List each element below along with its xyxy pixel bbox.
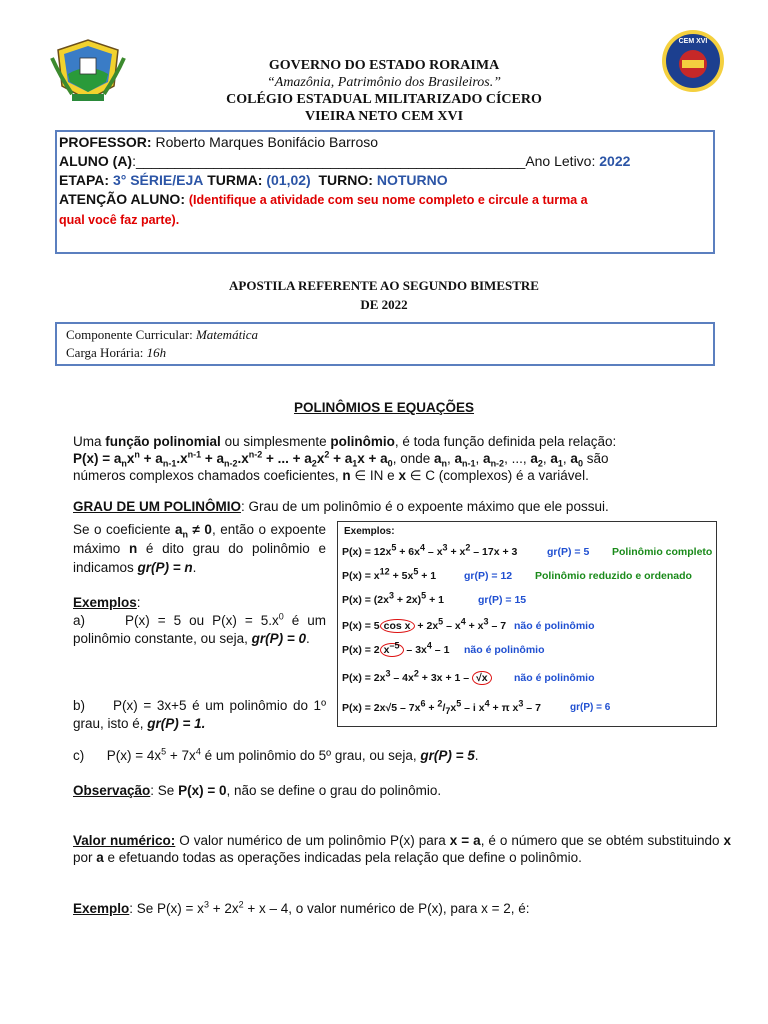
- grau-paragraph: GRAU DE UM POLINÔMIO: Grau de um polinômio é o expoente máximo que ele possui.: [73, 499, 609, 514]
- professor-line: PROFESSOR: Roberto Marques Bonifácio Barroso: [59, 134, 379, 150]
- atencao-line: ATENÇÃO ALUNO: (Identifique a atividade com seu nome completo e circule a turma a: [59, 191, 588, 207]
- header-school-name: VIEIRA NETO CEM XVI: [304, 109, 464, 124]
- apostila-title: APOSTILA REFERENTE AO SEGUNDO BIMESTRE: [229, 278, 539, 293]
- example-row-4: P(x) = 5 $\cos x + 2x^5 - x^4 + x^3 - 7$ não é polinômio: [342, 616, 595, 632]
- section-title: POLINÔMIOS E EQUAÇÕES: [293, 400, 475, 415]
- intro-paragraph: Uma função polinomial ou simplesmente polinômio, é toda função definida pela relação: $P(x) = a_nx^n + a_{n-1}.x^{n-1} + a_{n-2}.x^{n-2}$ + ... + $a_2x^2 + a_1x + a_0$, onde $a_n$, $a_{n-1}$, $a_{n-2}$, ..., $a_2$, $a_1$, $a_0$ são números complexos chamados coeficientes, n ∈ IN e x ∈ C (complexos) é a variável.: [73, 434, 617, 483]
- header-government: GOVERNO DO ESTADO RORAIMA: [268, 58, 500, 73]
- example-row-2: $P(x) = x^{12} + 5x^5 + 1$ gr(P) = 12 Polinômio reduzido e ordenado: [342, 566, 692, 582]
- aluno-line: ALUNO (A):__________________________________________________Ano Letivo: 2022: [59, 153, 631, 169]
- apostila-year: DE 2022: [360, 297, 408, 312]
- grau-definition: Se o coeficiente $a_n \ne 0$, então o expoente máximo n é dito grau do polinômio e indicamos gr(P) = n.: [73, 522, 327, 575]
- example-a: a) P(x) = 5 ou $P(x) = 5.x^0$ é um polinômio constante, ou seja, gr(P) = 0.: [73, 611, 326, 646]
- badge-text: CEM XVI: [678, 38, 708, 45]
- valor-numerico: Valor numérico: O valor numérico de um polinômio P(x) para x = a, é o número que se obtém substituindo x por a e efetuando todas as operações indicadas pela relação que define o polinômio.: [73, 833, 732, 865]
- header-slogan: “Amazônia, Patrimônio dos Brasileiros.”: [266, 75, 501, 90]
- example-row-5: P(x) = 2 $x^{-5} - 3x^4 - 1$ não é polinômio: [342, 640, 545, 656]
- exemplos-heading: Exemplos:: [73, 595, 141, 610]
- example-c: c) $P(x) = 4x^5 + 7x^4$ é um polinômio do 5º grau, ou seja, gr(P) = 5.: [73, 746, 479, 763]
- example-row-7: $P(x) = 2x√5 - 7x^6 + ^2/_7x^5 - i$ $x^4 + \pi$ $x^3 - 7$ gr(P) = 6: [342, 698, 611, 717]
- example-row-1: $P(x) = 12x^5 + 6x^4 - x^3 + x^2 - 17x + 3$ gr(P) = 5 Polinômio completo: [342, 542, 713, 558]
- example-b: b) P(x) = 3x+5 é um polinômio do 1º grau, isto é, gr(P) = 1.: [73, 698, 326, 731]
- examples-image-box: [337, 521, 717, 727]
- examples-box-title: Exemplos:: [344, 526, 395, 537]
- atencao-line-2: qual você faz parte).: [59, 213, 180, 227]
- observacao: Observação: Se P(x) = 0, não se define o grau do polinômio.: [73, 783, 442, 798]
- header-school: COLÉGIO ESTADUAL MILITARIZADO CÍCERO: [226, 92, 542, 107]
- componente-line: Componente Curricular: Matemática: [66, 327, 259, 342]
- example-row-6: $P(x) = 2x^3 - 4x^2 + 3x + 1 - √x$ não é polinômio: [342, 668, 595, 684]
- exemplo-valor: Exemplo: Se $P(x) = x^3 + 2x^2 + x - 4$, o valor numérico de P(x), para x = 2, é:: [73, 899, 530, 916]
- carga-line: Carga Horária: 16h: [66, 345, 167, 360]
- etapa-line: ETAPA: 3° SÉRIE/EJA TURMA: (01,02) TURNO: NOTURNO: [59, 172, 448, 188]
- example-row-3: $P(x) = (2x^3 + 2x)^5 + 1$ gr(P) = 15: [342, 590, 527, 606]
